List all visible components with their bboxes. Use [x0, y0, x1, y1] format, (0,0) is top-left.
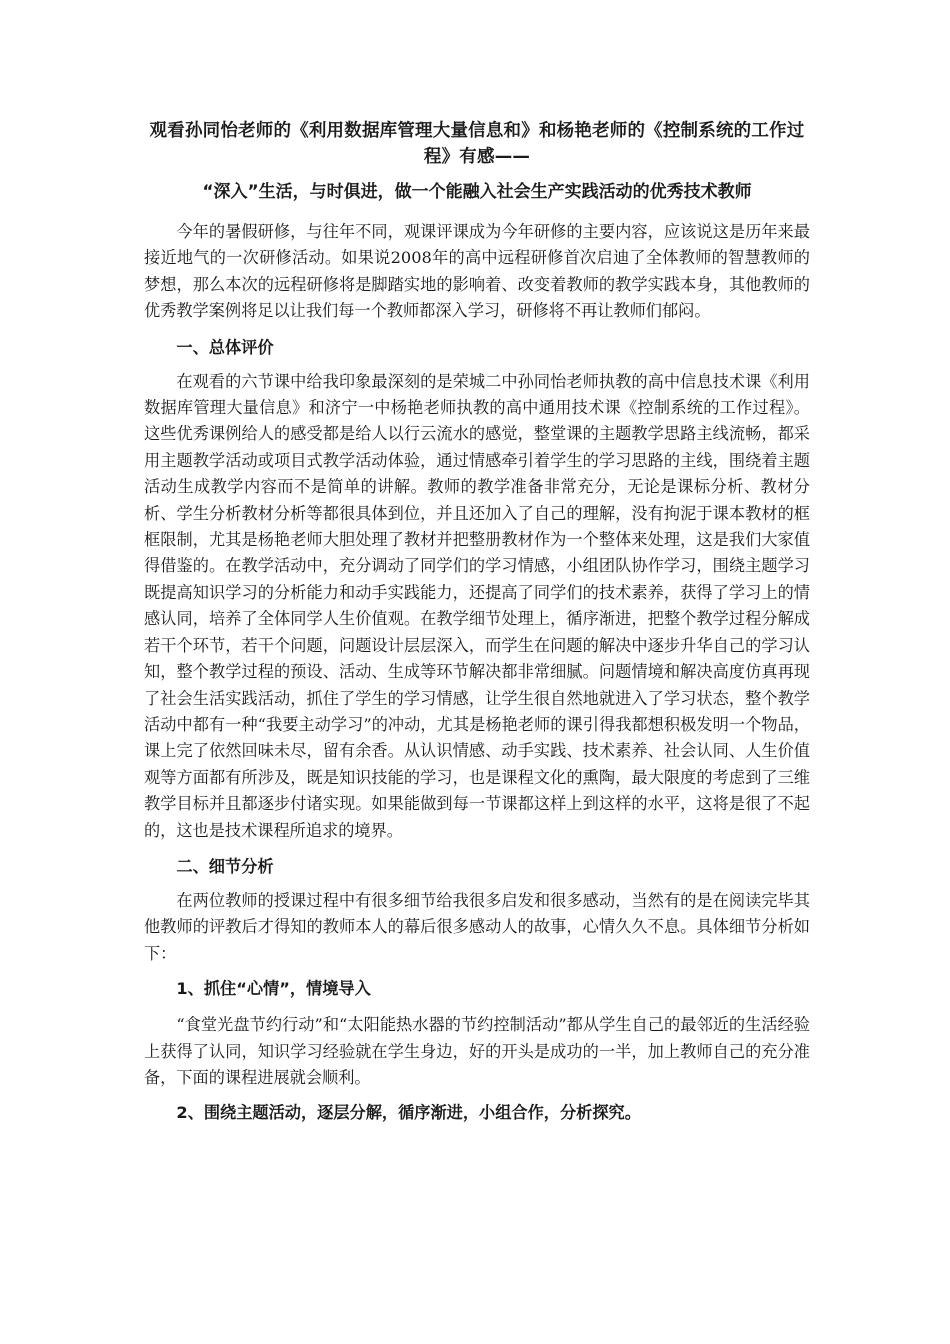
subheading-point-2: 2、围绕主题活动，逐层分解，循序渐进，小组合作，分析探究。 [176, 1103, 641, 1123]
document-body [144, 118, 810, 1136]
section-heading-overall-evaluation: 一、总体评价 [176, 337, 274, 357]
document-subtitle: “深入”生活，与时俱进，做一个能融入社会生产实践活动的优秀技术教师 [202, 182, 752, 202]
intro-paragraph: 今年的暑假研修，与往年不同，观课评课成为今年研修的主要内容，应该说这是历年来最接近地气的一次研修活动。如果说2008年的高中远程研修首次启迪了全体教师的智慧教师的梦想，那么本次的远程研修将是脚踏实地的影响着、改变着教师的教学实践本身，其他教师的优秀教学案例将足以让我们每一个教师都深入学习，研修将不再让教师们郁闷。 [144, 222, 810, 321]
section-heading-detail-analysis: 二、细节分析 [176, 856, 274, 876]
subheading-point-1: 1、抓住“心情”，情境导入 [176, 979, 371, 999]
document-title: 观看孙同怡老师的《利用数据库管理大量信息和》和杨艳老师的《控制系统的工作过程》有感—— [149, 121, 805, 167]
detail-analysis-paragraph: 在两位教师的授课过程中有很多细节给我很多启发和很多感动，当然有的是在阅读完毕其他教师的评教后才得知的教师本人的幕后很多感动人的故事，心情久久不息。具体细节分析如下： [144, 890, 810, 963]
point-1-paragraph: “食堂光盘节约行动”和“太阳能热水器的节约控制活动”都从学生自己的最邻近的生活经验上获得了认同，知识学习经验就在学生身边，好的开头是成功的一半，加上教师自己的充分准备，下面的课程进展就会顺利。 [144, 1015, 810, 1087]
overall-evaluation-paragraph: 在观看的六节课中给我印象最深刻的是荣城二中孙同怡老师执教的高中信息技术课《利用数据库管理大量信息》和济宁一中杨艳老师执教的高中通用技术课《控制系统的工作过程》。这些优秀课例给人的感受都是给人以行云流水的感觉，整堂课的主题教学思路主线流畅，都采用主题教学活动或项目式教学活动体验，通过情感牵引着学生的学习思路的主线，围绕着主题活动生成教学内容而不是简单的讲解。教师的教学准备非常充分，无论是课标分析、教材分析、学生分析教材分析等都很具体到位，并且还加入了自己的理解，没有拘泥于课本教材的框框限制，尤其是杨艳老师大胆处理了教材并把整册教材作为一个整体来处理，这是我们大家值得借鉴的。在教学活动中，充分调动了同学们的学习情感，小组团队协作学习，围绕主题学习既提高知识学习的分析能力和动手实践能力，还提高了同学们的技术素养，获得了学习上的情感认同，培养了全体同学人生价值观。在教学细节处理上，循序渐进，把整个教学过程分解成若干个环节，若干个问题，问题设计层层深入，而学生在问题的解决中逐步升华自己的学习认知，整个教学过程的预设、活动、生成等环节解决都非常细腻。问题情境和解决高度仿真再现了社会生活实践活动，抓住了学生的学习情感，让学生很自然地就进入了学习状态，整个教学活动中都有一种“我要主动学习”的冲动，尤其是杨艳老师的课引得我都想积极发明一个物品，课上完了依然回味未尽，留有余香。从认识情感、动手实践、技术素养、社会认同、人生价值观等方面都有所涉及，既是知识技能的学习，也是课程文化的熏陶，最大限度的考虑到了三维教学目标并且都逐步付诸实现。如果能做到每一节课都这样上到这样的水平，这将是很了不起的，这也是技术课程所追求的境界。 [144, 371, 810, 840]
